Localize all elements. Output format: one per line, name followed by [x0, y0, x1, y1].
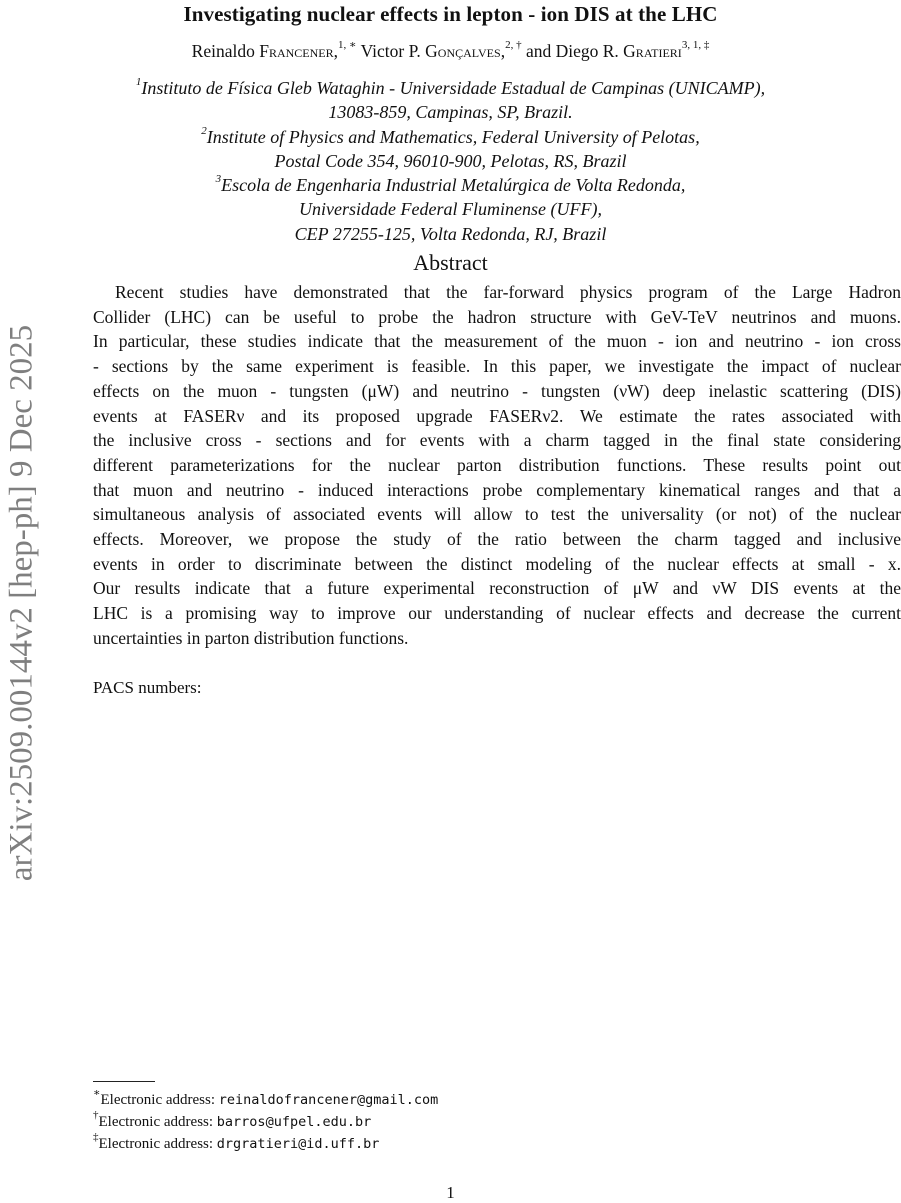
affiliation-2-mark: 2 [201, 124, 207, 137]
abstract-line: different parameterizations for the nuclear parton distribution functions. These results point out [93, 454, 901, 475]
pacs-numbers: PACS numbers: [93, 678, 202, 697]
arxiv-identifier-stamp: arXiv:2509.00144v2 [hep-ph] 9 Dec 2025 [3, 324, 40, 882]
author-2-first-name: Victor P. [360, 41, 421, 61]
author-3-first-name: Diego R. [555, 41, 619, 61]
affiliation-2-line-1 [0, 125, 901, 149]
abstract-line: uncertainties in parton distribution functions. [93, 627, 409, 648]
author-1: Reinaldo Francener,$^{1, ∗}$ [191, 39, 357, 61]
abstract-line: simultaneous analysis of associated events will allow to test the universality (or not) of the nuclear [93, 504, 901, 525]
paper-title: Investigating nuclear effects in lepton - ion DIS at the LHC [183, 2, 718, 26]
footnote-1 [93, 1089, 438, 1111]
affiliation-3-line-3: CEP 27255-125, Volta Redonda, RJ, Brazil [294, 223, 607, 244]
abstract-line: - sections by the same experiment is feasible. In this paper, we investigate the impact of nuclear [93, 356, 901, 377]
abstract-line: In particular, these studies indicate that the measurement of the muon - ion and neutrino - ion cross [93, 331, 901, 352]
footnote-1-email-link[interactable]: reinaldofrancener@gmail.com [218, 1092, 439, 1108]
footnote-2-mark: † [93, 1109, 99, 1121]
affiliation-3-line-2: Universidade Federal Fluminense (UFF), [299, 199, 602, 220]
abstract-line: Collider (LHC) can be useful to probe the hadron structure with GeV-TeV neutrinos and muons. [93, 306, 901, 327]
abstract-line: the inclusive cross - sections and for events with a charm tagged in the final state considering [93, 430, 901, 451]
author-2-last-name: Gonçalves [425, 41, 501, 61]
footnote-divider [93, 1081, 155, 1082]
abstract-body [93, 280, 901, 651]
footnotes [93, 1089, 438, 1155]
abstract-line: Recent studies have demonstrated that the far-forward physics program of the Large Hadron [115, 282, 901, 302]
abstract-line: LHC is a promising way to improve our understanding of nuclear effects and decrease the current [93, 603, 901, 624]
footnote-3-mark: ‡ [93, 1131, 99, 1143]
abstract-heading: Abstract [413, 250, 488, 275]
author-3-last-name: Gratieri [623, 41, 682, 61]
abstract-line: events at FASERν and its proposed upgrade FASERν2. We estimate the rates associated with [93, 405, 901, 426]
footnote-2-email-link[interactable]: barros@ufpel.edu.br [216, 1114, 372, 1130]
author-1-affiliation-mark: 1, ∗ [338, 39, 357, 52]
affiliation-3-mark: 3 [215, 173, 222, 186]
author-3-affiliation-mark: 3, 1, ‡ [681, 39, 710, 52]
author-3 [556, 41, 710, 61]
abstract-line: effects. Moreover, we propose the study of the ratio between the charm tagged and inclusive [93, 529, 901, 550]
affiliation-1-line-1 [0, 76, 901, 100]
affiliation-3-line-1 [0, 173, 901, 197]
affiliation-3-text: Escola de Engenharia Industrial Metalúrgica de Volta Redonda, [221, 175, 686, 196]
footnote-2-label: Electronic address: [98, 1114, 214, 1130]
author-list [0, 41, 901, 62]
author-2: Victor P. Gonçalves,$^{2, \dagger}$ [360, 39, 522, 61]
author-2-affiliation-mark: 2, † [505, 39, 522, 52]
abstract-line: events in order to discriminate between the distinct modeling of the nuclear effects at small - x. [93, 553, 901, 574]
page-number: 1 [446, 1183, 455, 1202]
footnote-2 [93, 1111, 438, 1133]
author-conjunction: and [525, 41, 552, 61]
footnote-1-label: Electronic address: [100, 1092, 216, 1108]
affiliation-1-line-2: 13083-859, Campinas, SP, Brazil. [328, 102, 573, 123]
author-1-first-name: Reinaldo [191, 41, 255, 61]
affiliation-1-text: Instituto de Física Gleb Wataghin - Universidade Estadual de Campinas (UNICAMP), [141, 78, 766, 98]
affiliation-1-mark: 1 [135, 76, 142, 88]
affiliations [0, 76, 901, 246]
abstract-line: that muon and neutrino - induced interactions probe complementary kinematical ranges and that a [93, 479, 901, 500]
affiliation-2-line-2: Postal Code 354, 96010-900, Pelotas, RS, Brazil [274, 150, 627, 171]
footnote-3-email-link[interactable]: drgratieri@id.uff.br [216, 1136, 380, 1152]
footnote-1-mark: ∗ [93, 1087, 101, 1099]
affiliation-2-text: Institute of Physics and Mathematics, Federal University of Pelotas, [206, 126, 700, 147]
footnote-3 [93, 1133, 438, 1155]
author-1-last-name: Francener [259, 41, 334, 61]
footnote-3-label: Electronic address: [98, 1136, 214, 1152]
abstract-line: effects on the muon - tungsten (μW) and neutrino - tungsten (νW) deep inelastic scattering (DIS) [93, 380, 901, 401]
abstract-line: Our results indicate that a future experimental reconstruction of μW and νW DIS events at the [93, 578, 901, 599]
